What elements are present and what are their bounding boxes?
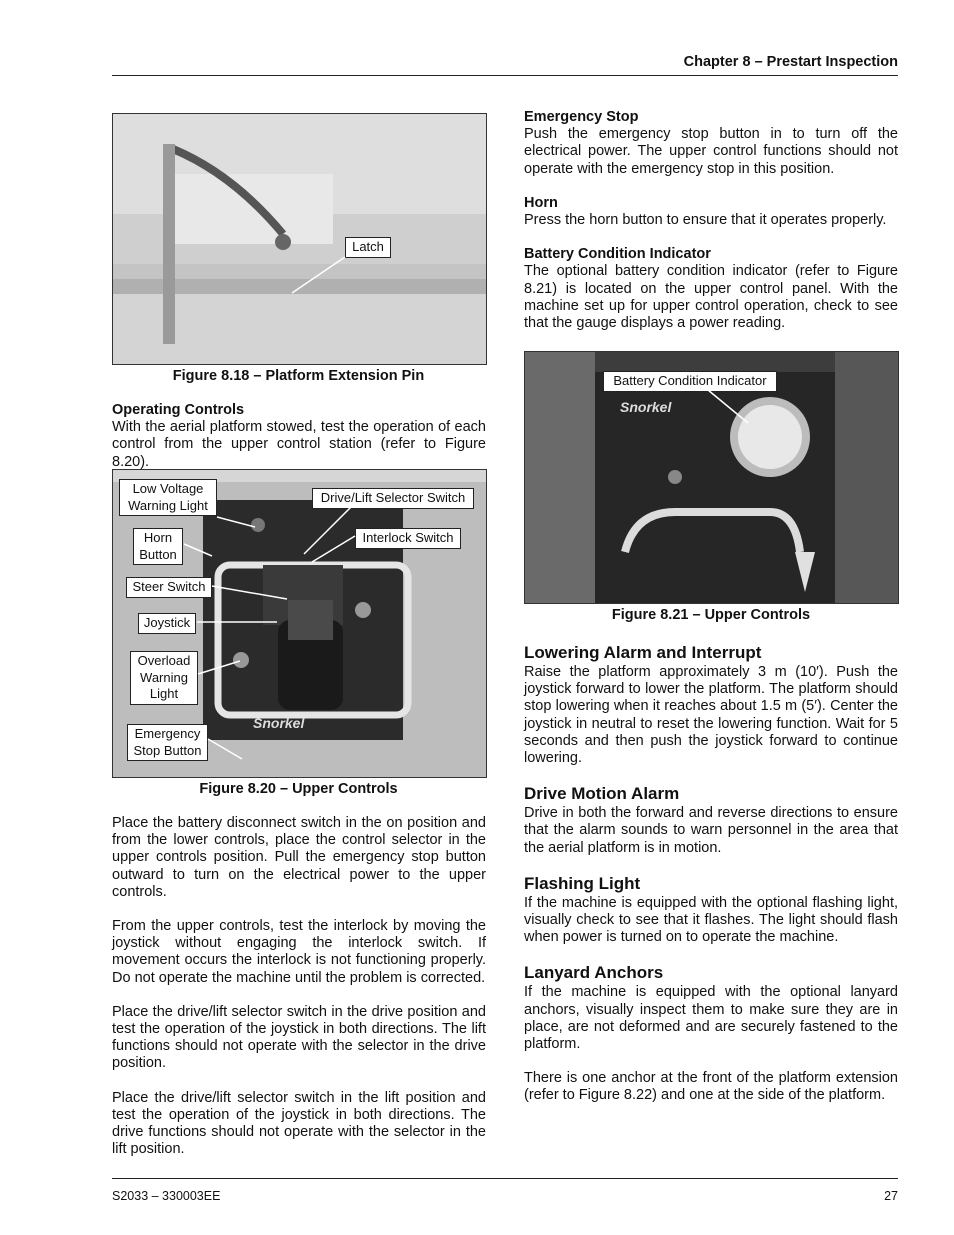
battery-indicator-text: The optional battery condition indicator (refer to Figure 8.21) is located on the upper control panel. With the machine set up for upper control operation, check to see that the gauge displays a power reading. <box>524 263 898 332</box>
chapter-header: Chapter 8 – Prestart Inspection <box>683 54 898 70</box>
horn-button-callout: Horn Button <box>133 528 183 565</box>
joystick-callout: Joystick <box>138 613 196 634</box>
latch-leader-line <box>290 255 350 295</box>
lowering-alarm-text: Raise the platform approximately 3 m (10′). Push the joystick forward to lower the platform. The platform should stop lowering when it reaches about 1.5 m (5′). Center the joystick in neutral to reset the lowering function. Wait for 5 seconds and then push the joystick forward to continue lowering. <box>524 664 898 767</box>
footer-rule <box>112 1178 898 1179</box>
lowering-alarm-title: Lowering Alarm and Interrupt <box>524 643 762 662</box>
right-top-sections <box>524 109 898 332</box>
operating-controls-section <box>112 402 486 471</box>
interlock-test-paragraph: From the upper controls, test the interlock by moving the joystick without engaging the interlock switch. If movement occurs the interlock is not functioning properly. Do not operate the machine until the problem is corrected. <box>112 918 486 986</box>
flashing-light-text: If the machine is equipped with the optional flashing light, visually check to see that it flashes. The light should flash when power is turned on to operate the machine. <box>524 894 898 946</box>
horn-title: Horn <box>524 194 558 211</box>
battery-leader-line <box>700 388 760 428</box>
emergency-stop-title: Emergency Stop <box>524 109 639 125</box>
right-lower-sections <box>524 642 898 1105</box>
page-number: 27 <box>884 1189 898 1203</box>
battery-indicator-title: Battery Condition Indicator <box>524 246 711 263</box>
operating-controls-text: With the aerial platform stowed, test the operation of each control from the upper control station (refer to Figure 8.20). <box>112 419 486 470</box>
lift-position-paragraph: Place the drive/lift selector switch in the lift position and test the operation of the joystick in both directions. The drive functions should not operate with the selector in the lift position. <box>112 1089 486 1158</box>
battery-indicator-callout: Battery Condition Indicator <box>603 371 777 392</box>
estop-callout: Emergency Stop Button <box>127 724 208 761</box>
drive-motion-title: Drive Motion Alarm <box>524 784 680 804</box>
header-rule <box>112 75 898 76</box>
battery-disconnect-paragraph: Place the battery disconnect switch in the on position and from the lower controls, place the control selector in the upper controls position. Pull the emergency stop button outward to turn on the electrical power to the upper controls. <box>112 815 486 900</box>
panel-brand-label: Snorkel <box>253 715 305 731</box>
low-voltage-callout: Low Voltage Warning Light <box>119 479 217 516</box>
drive-lift-callout: Drive/Lift Selector Switch <box>312 488 474 509</box>
figure-8-20-caption: Figure 8.20 – Upper Controls <box>199 781 398 797</box>
footer-doc-id: S2033 – 330003EE <box>112 1189 221 1203</box>
drive-position-paragraph: Place the drive/lift selector switch in the drive position and test the operation of the joystick in both directions. The lift functions should not operate with the selector in the drive position. <box>112 1003 486 1072</box>
horn-text: Press the horn button to ensure that it operates properly. <box>524 212 887 229</box>
figure-8-20-leader-lines <box>112 469 485 776</box>
figure-8-18-photo <box>112 113 487 365</box>
steer-switch-callout: Steer Switch <box>126 577 212 598</box>
operating-controls-title: Operating Controls <box>112 402 245 418</box>
overload-callout: Overload Warning Light <box>130 651 198 705</box>
flashing-light-title: Flashing Light <box>524 873 641 893</box>
figure-8-18-caption: Figure 8.18 – Platform Extension Pin <box>172 368 425 384</box>
lanyard-anchors-text-1: If the machine is equipped with the optional lanyard anchors, visually inspect them to make sure they are in place, are not deformed and are securely fastened to the platform. <box>524 984 898 1053</box>
lanyard-anchors-title: Lanyard Anchors <box>524 963 664 983</box>
left-paragraphs <box>112 815 486 1158</box>
emergency-stop-text: Push the emergency stop button in to turn off the electrical power. The upper control functions should not operate with the emergency stop in this position. <box>524 126 898 177</box>
interlock-callout: Interlock Switch <box>355 528 461 549</box>
drive-motion-text: Drive in both the forward and reverse directions to ensure that the alarm sounds to warn personnel in the area that the aerial platform is in motion. <box>524 805 898 856</box>
latch-callout: Latch <box>345 237 391 258</box>
panel-brand-label: Snorkel <box>620 399 672 415</box>
figure-8-21-caption: Figure 8.21 – Upper Controls <box>611 607 811 623</box>
lanyard-anchors-text-2: There is one anchor at the front of the platform extension (refer to Figure 8.22) and one at the side of the platform. <box>524 1070 898 1104</box>
